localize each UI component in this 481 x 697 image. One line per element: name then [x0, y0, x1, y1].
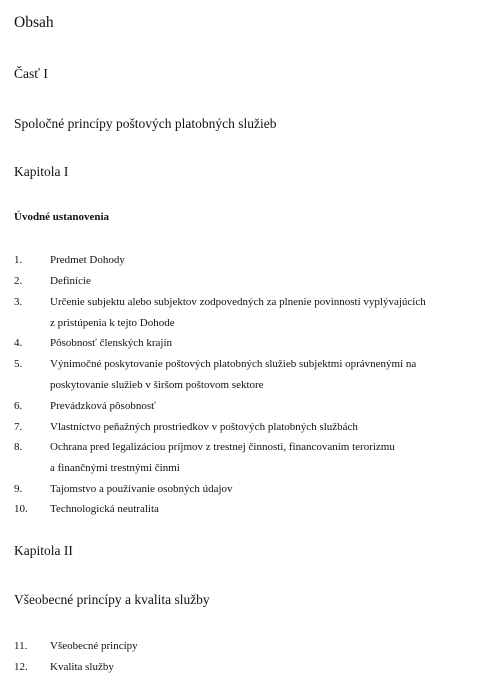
toc-entry-number: 11. — [14, 640, 28, 652]
toc-entry-number: 2. — [14, 275, 23, 287]
toc-entry-number: 5. — [14, 358, 23, 370]
chapter-1-label: Kapitola I — [14, 164, 69, 179]
toc-entry-title-continued: poskytovanie služieb v širšom poštovom sektore — [50, 379, 264, 391]
toc-heading: Obsah — [14, 14, 54, 31]
part-label: Časť I — [14, 66, 48, 81]
toc-entry-number: 6. — [14, 400, 23, 412]
toc-entry-title: Pôsobnosť členských krajín — [50, 337, 173, 349]
toc-entry-number: 9. — [14, 483, 23, 495]
chapter-2-title: Všeobecné princípy a kvalita služby — [14, 592, 210, 607]
toc-entry-number: 12. — [14, 661, 28, 673]
toc-entry-title: Kvalita služby — [50, 661, 114, 673]
toc-entry-title-continued: a finančnými trestnými činmi — [50, 462, 180, 474]
toc-entry-number: 8. — [14, 441, 23, 453]
toc-entry-number: 3. — [14, 296, 23, 308]
toc-entry-title: Prevádzková pôsobnosť — [50, 400, 156, 412]
toc-entry-title: Ochrana pred legalizáciou príjmov z trestnej činnosti, financovaním terorizmu — [50, 441, 395, 453]
toc-entry-title: Určenie subjektu alebo subjektov zodpovedných za plnenie povinností vyplývajúcich — [50, 296, 426, 308]
toc-entry-number: 7. — [14, 421, 23, 433]
toc-entry-number: 10. — [14, 503, 28, 515]
toc-entry-number: 1. — [14, 254, 23, 266]
chapter-2-label: Kapitola II — [14, 543, 73, 558]
toc-entry-title: Všeobecné princípy — [50, 640, 138, 652]
toc-entry-title-continued: z pristúpenia k tejto Dohode — [50, 317, 175, 329]
toc-entry-title: Vlastníctvo peňažných prostriedkov v poštových platobných službách — [50, 421, 358, 433]
chapter-1-subtitle: Úvodné ustanovenia — [14, 211, 110, 223]
toc-entry-title: Definície — [50, 275, 91, 287]
part-title: Spoločné princípy poštových platobných služieb — [14, 116, 277, 131]
toc-entry-title: Technologická neutralita — [50, 503, 159, 515]
toc-entry-title: Predmet Dohody — [50, 254, 125, 266]
toc-entry-title: Výnimočné poskytovanie poštových platobných služieb subjektmi oprávnenými na — [50, 358, 417, 370]
toc-entry-title: Tajomstvo a používanie osobných údajov — [50, 483, 233, 495]
toc-entry-number: 4. — [14, 337, 23, 349]
